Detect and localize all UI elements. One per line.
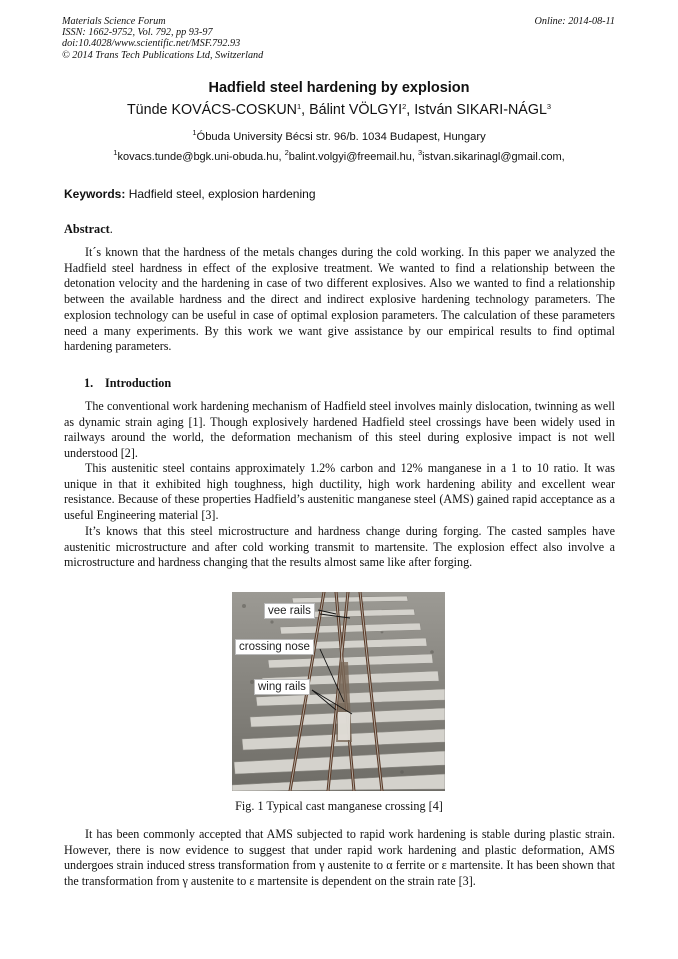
abstract-heading-text: Abstract (64, 222, 110, 236)
affiliation-sup: 1 (192, 128, 197, 137)
intro-paragraph: This austenitic steel contains approximately 1.2% carbon and 12% manganese in a 1 to 10 ratio. It was unique in that it exhibited high toughness, high ductility, high work hardening ability and excellent wear resistance. Because of these properties Hadfield’s austenitic manganese steel (AMS) gained rapid acceptance as a useful Engineering material [3]. (64, 461, 615, 523)
journal-name: Materials Science Forum (62, 16, 166, 27)
keywords-label: Keywords: (64, 187, 126, 201)
email-sup: 3 (417, 148, 423, 157)
online-date: Online: 2014-08-11 (534, 16, 615, 27)
author-sup: 1 (296, 102, 302, 111)
paper-title: Hadfield steel hardening by explosion (208, 80, 470, 96)
abstract-heading: Abstract. (64, 222, 113, 236)
author-name: Bálint VÖLGYI (309, 102, 403, 118)
keywords-text: Hadfield steel, explosion hardening (128, 187, 316, 201)
author-name: István SIKARI-NÁGL (414, 102, 547, 118)
journal-header (62, 16, 263, 61)
author-sup: 3 (546, 102, 552, 111)
label-vee-rails: vee rails (264, 603, 315, 619)
abstract-text: It´s known that the hardness of the metals changes during the cold working. In this paper we analyzed the Hadfield steel hardness in effect of the explosive treatment. We wanted to find a relationship between the detonation velocity and the hardening in case of two different explosives. Also we wanted to find a relationship between the available hardness and the direct and indirect explosive hardening technology parameters. The explosion technology can be useful in case of optimal explosion parameters. The calculation of these parameters need a many experiments. By this work we want give assistance by our empirical results to find optimal hardening parameters. (64, 245, 615, 354)
journal-issn: ISSN: 1662-9752, Vol. 792, pp 93-97 (62, 27, 213, 39)
section-title: Introduction (105, 376, 172, 390)
section-heading (84, 376, 171, 391)
author-list: Tünde KOVÁCS-COSKUN$^1$, Bálint VÖLGYI$^2$, István SIKARI-NÁGL$^3$ (126, 102, 552, 118)
journal-copyright: © 2014 Trans Tech Publications Ltd, Switzerland (62, 49, 264, 61)
intro-paragraph: The conventional work hardening mechanism of Hadfield steel involves mainly dislocation, twinning as well as dynamic strain aging [1]. Though explosively hardened Hadfield steel crossings have been widely used in railways around the world, the deformation mechanism of this steel during explosive impact is not well understood [2]. (64, 399, 615, 461)
author-sup: 2 (402, 102, 407, 111)
crossing-photo (232, 592, 445, 791)
label-wing-rails: wing rails (254, 679, 310, 695)
body-paragraph: It has been commonly accepted that AMS subjected to rapid work hardening is stable during plastic strain. However, there is now evidence to suggest that under rapid work hardening and plastic deformation, AMS undergoes strain induced stress transformation from γ austenite to α ferrite or ε martensite. It has been shown that the transformation from γ austenite to ε martensite is dependent on the strain rate [3]. (64, 827, 615, 889)
intro-paragraph: It’s knows that this steel microstructure and hardness change during forging. The casted samples have austenitic microstructure and after cold working transmit to martensite. The explosion effect also involve a microstructure and hardness changing that the results almost same like after forging. (64, 524, 615, 570)
author-name: Tünde KOVÁCS-COSKUN (126, 102, 297, 118)
affiliation (0, 128, 678, 143)
affiliation-text: Óbuda University Bécsi str. 96/b. 1034 Budapest, Hungary (196, 131, 486, 143)
email-sup: 1 (113, 148, 118, 157)
email-list: $^1$kovacs.tunde@bgk.uni-obuda.hu, $^2$balint.volgyi@freemail.hu, $^3$istvan.sikarinagl@gmail.com, (113, 148, 565, 163)
figure-caption: Fig. 1 Typical cast manganese crossing [4] (235, 799, 443, 813)
label-crossing-nose: crossing nose (235, 639, 314, 655)
email-sup: 2 (284, 148, 289, 157)
keywords (64, 187, 316, 201)
email-link[interactable]: balint.volgyi@freemail.hu (288, 151, 412, 163)
email-link[interactable]: istvan.sikarinagl@gmail.com (422, 151, 562, 163)
email-link[interactable]: kovacs.tunde@bgk.uni-obuda.hu (117, 151, 279, 163)
journal-doi: doi:10.4028/www.scientific.net/MSF.792.93 (62, 38, 241, 50)
section-number: 1. (84, 376, 94, 390)
